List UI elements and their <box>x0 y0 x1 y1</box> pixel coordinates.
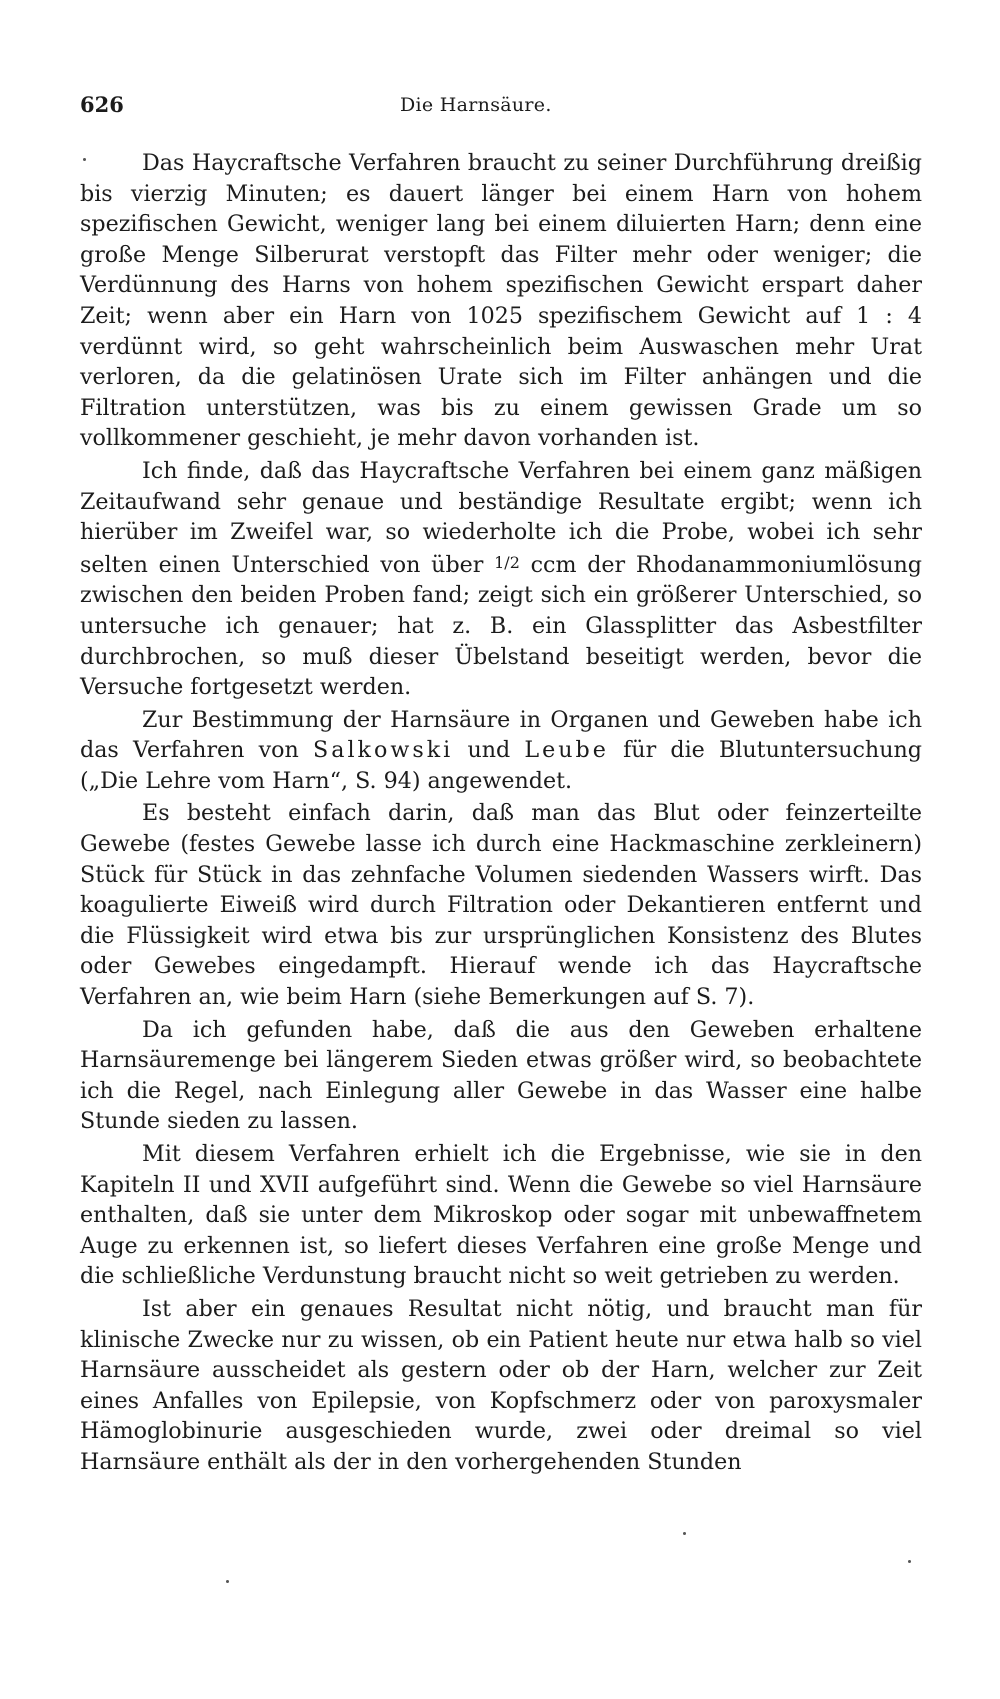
scan-speck <box>908 1560 911 1563</box>
paragraph-1: Das Haycraftsche Verfahren braucht zu seiner Durchführung dreißig bis vierzig Minuten; es dauert länger bei einem Harn von hohem spezifischen Gewicht, weniger lang bei einem diluierten Harn; denn eine große Menge Silberurat verstopft das Filter mehr oder weniger; die Verdünnung des Harns von hohem spezifischen Gewicht erspart daher Zeit; wenn aber ein Harn von 1025 spezifischem Gewicht auf 1 : 4 verdünnt wird, so geht wahrscheinlich beim Auswaschen mehr Urat verloren, da die gelatinösen Urate sich im Filter anhängen und die Filtration unterstützen, was bis zu einem gewissen Grade um so vollkommener geschieht, je mehr davon vorhanden ist. <box>80 150 922 452</box>
fraction-half: 1/2 <box>494 552 520 572</box>
paragraph-3-connector: und <box>453 737 525 764</box>
paragraph-2-text-a: Ich finde, daß das Haycraftsche Verfahren bei einem ganz mäßigen Zeitaufwand sehr genaue und beständige Resultate ergibt; wenn ich hierüber im Zweifel war, so wiederholte ich die Probe, wobei ich sehr selten einen Unterschied von über <box>80 457 922 578</box>
paragraph-3 <box>80 705 922 797</box>
paragraph-2-text-b: ccm der Rhodanammoniumlösung zwischen den beiden Proben fand; zeigt sich ein größerer Unterschied, so untersuche ich genauer; hat z. B. ein Glassplitter das Asbestfilter durchbrochen, so muß dieser Übelstand beseitigt werden, bevor die Versuche fortgesetzt werden. <box>80 551 922 701</box>
page-number: 626 <box>80 92 124 117</box>
body-text <box>80 148 922 1478</box>
paragraph-5: Da ich gefunden habe, daß die aus den Geweben erhaltene Harnsäuremenge bei längerem Sieden etwas größer wird, so beobachtete ich die Regel, nach Einlegung aller Gewebe in das Wasser eine halbe Stunde sieden zu lassen. <box>80 1016 922 1135</box>
paragraph-4: Es besteht einfach darin, daß man das Blut oder feinzerteilte Gewebe (festes Gewebe lasse ich durch eine Hackmaschine zerkleinern) Stück für Stück in das zehnfache Volumen siedenden Wassers wirft. Das koagulierte Eiweiß wird durch Filtration oder Dekantieren entfernt und die Flüssigkeit wird etwa bis zur ursprünglichen Konsistenz des Blutes oder Gewebes eingedampft. Hierauf wende ich das Haycraftsche Verfahren an, wie beim Harn (siehe Bemerkungen auf S. 7). <box>80 800 922 1011</box>
paragraph-2 <box>80 456 922 703</box>
paragraph-6: Mit diesem Verfahren erhielt ich die Ergebnisse, wie sie in den Kapiteln II und XVII aufgeführt sind. Wenn die Gewebe so viel Harnsäure enthalten, daß sie unter dem Mikroskop oder sogar mit unbewaffnetem Auge zu erkennen ist, so liefert dieses Verfahren eine große Menge und die schließliche Verdunstung braucht nicht so weit getrieben zu werden. <box>80 1141 922 1290</box>
author-salkowski: Salkowski <box>313 737 454 764</box>
paragraph-3-text-b: für die Blutuntersuchung („Die Lehre vom Harn“, S. 94) angewendet. <box>80 737 922 794</box>
paragraph-3-text-a: Zur Bestimmung der Harnsäure in Organen und Geweben habe ich das Verfahren von <box>80 706 922 764</box>
running-title: Die Harnsäure. <box>400 94 552 116</box>
paragraph-7: Ist aber ein genaues Resultat nicht nötig, und braucht man für klinische Zwecke nur zu wissen, ob ein Patient heute nur etwa halb so viel Harnsäure ausscheidet als gestern oder ob der Harn, welcher zur Zeit eines Anfalles von Epilepsie, von Kopfschmerz oder von paroxysmaler Hämoglobinurie ausgeschieden wurde, zwei oder dreimal so viel Harnsäure enthält als der in den vorhergehenden Stunden <box>80 1295 922 1475</box>
author-leube: Leube <box>524 737 609 764</box>
scan-speck <box>683 1532 686 1535</box>
page-header <box>80 92 922 128</box>
scan-speck <box>226 1580 229 1583</box>
scan-speck <box>83 158 86 161</box>
